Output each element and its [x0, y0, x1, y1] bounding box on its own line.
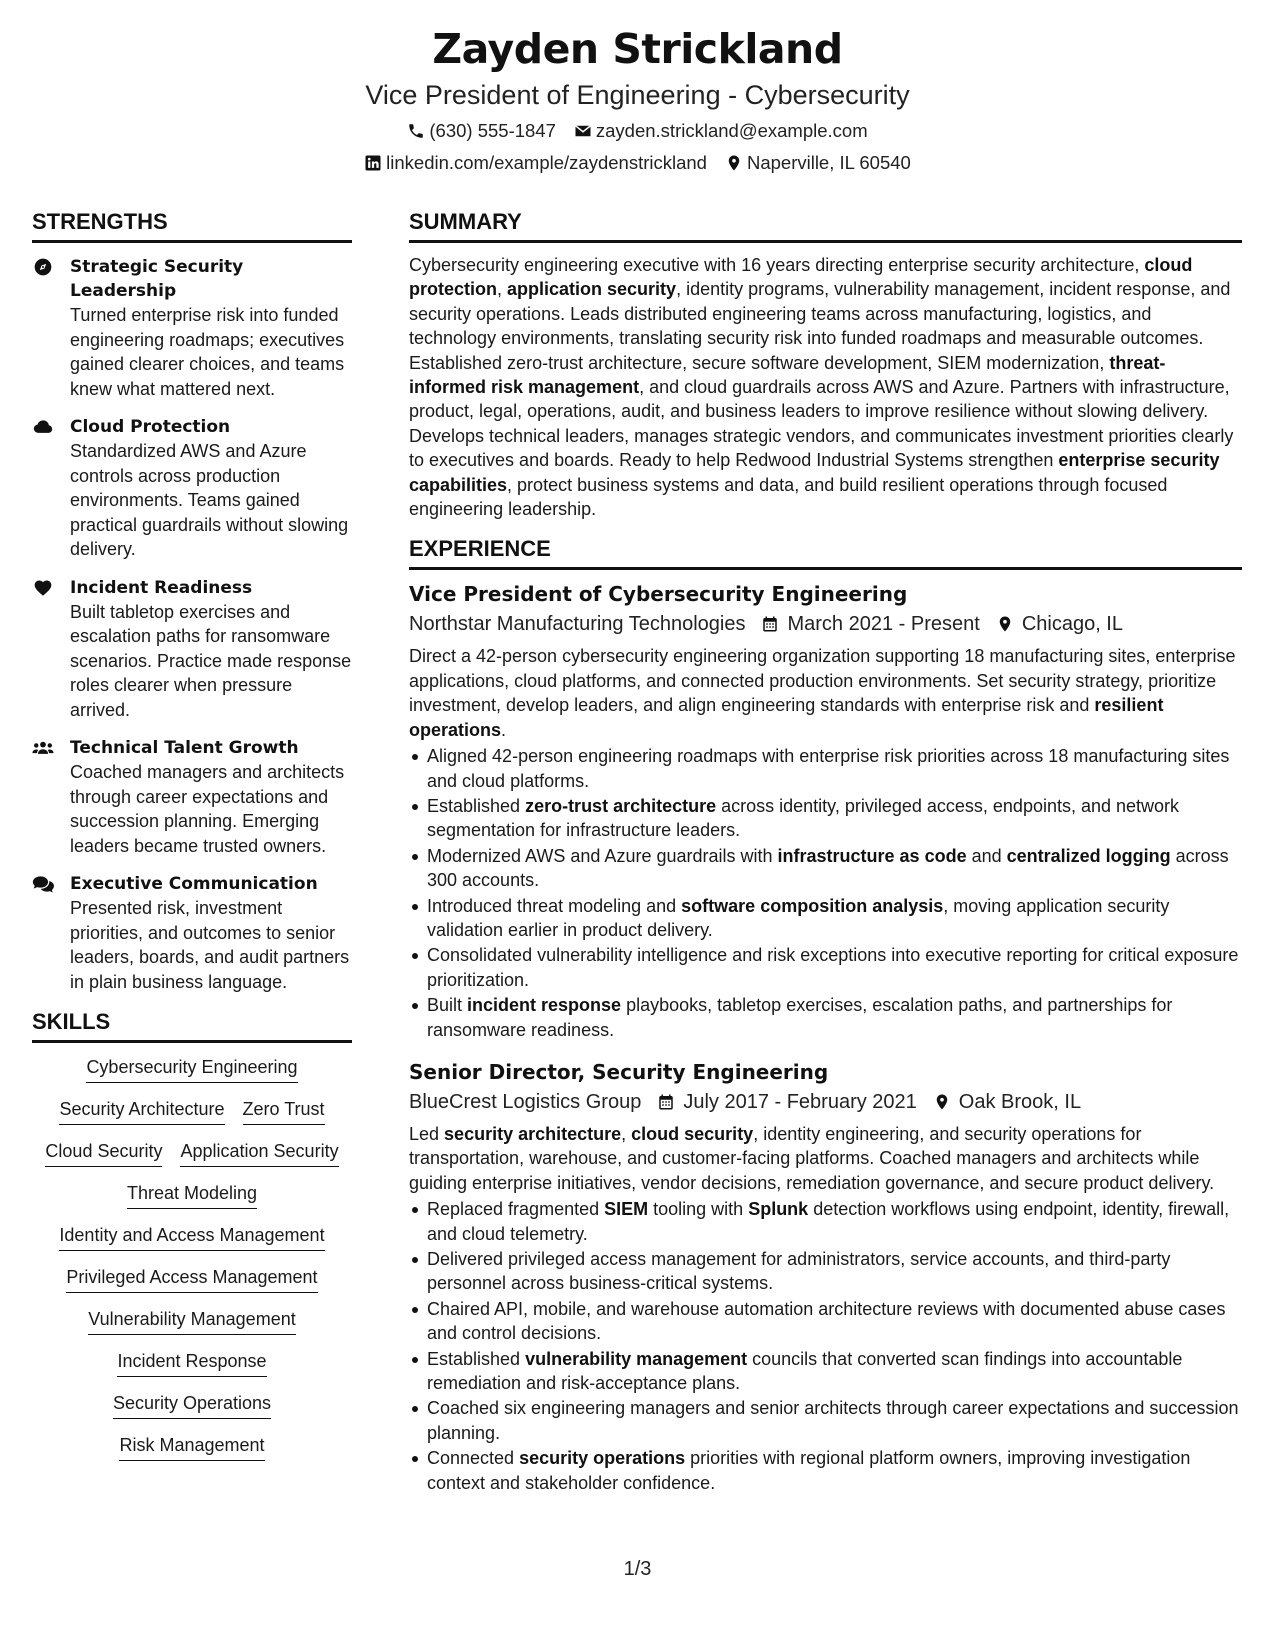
- contact-location: [725, 150, 911, 176]
- skill-tag: Zero Trust: [243, 1097, 325, 1125]
- skill-tag: Security Operations: [113, 1391, 271, 1419]
- text-segment: across identity, privileged access, endpoints, and network segmentation for infrastructure leaders.: [427, 795, 1180, 841]
- text-segment: Replaced fragmented: [427, 1199, 605, 1220]
- summary-section: [409, 208, 1242, 521]
- text-segment: Built: [427, 995, 468, 1016]
- text-segment: Connected: [427, 1448, 520, 1469]
- skill-tag: Cybersecurity Engineering: [86, 1055, 297, 1083]
- skill-tag: Vulnerability Management: [88, 1307, 295, 1335]
- text-segment: playbooks, tabletop exercises, escalation paths, and partnerships for ransomware readiness.: [427, 995, 1173, 1040]
- page-number: 1/3: [623, 1558, 652, 1580]
- text-segment: , identity programs, vulnerability management, incident response, and security operations. Leads distributed engineering teams across manufacturing, logistics, and technology environments, translating security risk into funded roadmaps and measurable outcomes. Established zero-trust architecture, secure software development, SIEM modernization,: [409, 279, 1231, 373]
- location-text: Naperville, IL 60540: [746, 152, 911, 173]
- emphasis-text: infrastructure as code: [777, 845, 967, 866]
- job-location-item: [933, 1088, 1081, 1116]
- emphasis-text: software composition analysis: [681, 895, 944, 916]
- text-segment: and: [966, 845, 1007, 866]
- skill-row: [117, 1349, 266, 1377]
- skills-list: [32, 1055, 352, 1475]
- skill-tag: Risk Management: [119, 1433, 264, 1461]
- phone-icon: [407, 122, 425, 140]
- text-segment: , identity engineering, and security operations for transportation, warehouse, and customer-facing platforms. Coached managers and architects while guiding enterprise initiatives, vendor decisions, remediation governance, and secure product delivery.: [409, 1123, 1215, 1193]
- job-description: [409, 644, 1242, 742]
- text-segment: Coached six engineering managers and senior architects through career expectations and succession planning.: [427, 1398, 1239, 1443]
- skill-row: [119, 1433, 264, 1461]
- bullet-item: [409, 744, 1242, 793]
- skill-tag: Privileged Access Management: [66, 1265, 317, 1293]
- heart-icon: [32, 578, 54, 598]
- job-location: Oak Brook, IL: [958, 1090, 1082, 1113]
- text-segment: Led: [409, 1123, 445, 1144]
- text-segment: councils that converted scan findings into accountable remediation and risk-acceptance plans.: [427, 1348, 1183, 1394]
- text-segment: across 300 accounts.: [427, 845, 1229, 891]
- left-column: [32, 208, 352, 1475]
- text-segment: Cybersecurity engineering executive with 16 years directing enterprise security architecture,: [409, 255, 1145, 275]
- comments-icon: [32, 874, 54, 894]
- bullet-item: [409, 993, 1242, 1042]
- job-title: Senior Director, Security Engineering: [409, 1059, 829, 1084]
- text-segment: Delivered privileged access management for administrators, service accounts, and third-party personnel across business-critical systems.: [427, 1249, 1171, 1294]
- bullet-item: [409, 1446, 1242, 1495]
- calendar-icon: [761, 615, 779, 633]
- emphasis-text: security architecture: [444, 1123, 622, 1144]
- text-segment: Chaired API, mobile, and warehouse automation architecture reviews with documented abuse cases and control decisions.: [427, 1298, 1226, 1344]
- email-link[interactable]: zayden.strickland@example.com: [595, 120, 868, 141]
- text-segment: Direct a 42-person cybersecurity engineering organization supporting 18 manufacturing sites, enterprise applications, cloud platforms, and connected production environments. Set security strategy, prioritize investment, develop leaders, and align engineering standards with enterprise risk and: [409, 646, 1236, 716]
- strength-description: Presented risk, investment priorities, and outcomes to senior leaders, boards, and audit partners in plain business language.: [70, 898, 350, 992]
- strengths-section: [32, 208, 352, 994]
- text-segment: .: [501, 719, 507, 740]
- job-company: Northstar Manufacturing Technologies: [409, 613, 746, 636]
- skill-row: [66, 1265, 317, 1293]
- map-pin-icon: [996, 615, 1014, 633]
- strength-item: [32, 255, 352, 401]
- skill-tag: Threat Modeling: [127, 1181, 257, 1209]
- skill-tag: Security Architecture: [59, 1097, 224, 1125]
- job-bullets: [409, 744, 1242, 1042]
- skill-row: [45, 1139, 338, 1167]
- strengths-heading: STRENGTHS: [32, 208, 352, 243]
- envelope-icon: [574, 122, 592, 140]
- emphasis-text: cloud protection: [409, 255, 1193, 300]
- skill-row: [88, 1307, 295, 1335]
- strength-description: Coached managers and architects through career expectations and succession planning. Emerging leaders became trusted owners.: [70, 762, 345, 856]
- candidate-headline: Vice President of Engineering - Cybersecurity: [365, 80, 910, 110]
- skill-row: [59, 1097, 324, 1125]
- bullet-item: [409, 1297, 1242, 1346]
- resume-header: [0, 22, 1275, 176]
- emphasis-text: enterprise security capabilities: [409, 450, 1220, 495]
- emphasis-text: cloud security: [631, 1123, 754, 1144]
- map-pin-icon: [933, 1093, 951, 1111]
- emphasis-text: application security: [507, 279, 677, 300]
- text-segment: Aligned 42-person engineering roadmaps with enterprise risk priorities across 18 manufacturing sites and cloud platforms.: [427, 746, 1230, 791]
- job-location-item: [996, 610, 1123, 638]
- bullet-item: [409, 1347, 1242, 1396]
- map-pin-icon: [725, 154, 743, 172]
- linkedin-icon: [364, 154, 382, 172]
- job-meta: [409, 610, 1242, 638]
- text-segment: Introduced threat modeling and: [427, 895, 682, 916]
- job-entry: [409, 580, 1242, 1042]
- text-segment: Established: [427, 795, 526, 816]
- strengths-list: [32, 255, 352, 994]
- linkedin-link[interactable]: linkedin.com/example/zaydenstrickland: [386, 152, 707, 173]
- text-segment: Modernized AWS and Azure guardrails with: [427, 845, 778, 866]
- job-dates-item: [761, 610, 979, 638]
- job-company: BlueCrest Logistics Group: [409, 1090, 642, 1113]
- strength-description: Built tabletop exercises and escalation paths for ransomware scenarios. Practice made response roles clearer when pressure arrived.: [70, 601, 352, 720]
- summary-text: [409, 253, 1242, 521]
- bullet-item: [409, 844, 1242, 893]
- skill-tag: Application Security: [180, 1139, 338, 1167]
- bullet-item: [409, 943, 1242, 992]
- emphasis-text: Splunk: [748, 1199, 809, 1220]
- text-segment: ,: [621, 1123, 632, 1144]
- text-segment: Established: [427, 1348, 526, 1369]
- bullet-item: [409, 1396, 1242, 1445]
- experience-heading: EXPERIENCE: [409, 535, 1242, 570]
- skill-row: [86, 1055, 297, 1083]
- strength-item: [32, 872, 352, 994]
- text-segment: ,: [497, 279, 508, 300]
- skill-tag: Cloud Security: [45, 1139, 162, 1167]
- job-bullets: [409, 1197, 1242, 1495]
- job-dates: July 2017 - February 2021: [683, 1090, 917, 1113]
- skills-heading: SKILLS: [32, 1008, 352, 1043]
- contact-email[interactable]: [574, 118, 868, 144]
- strength-title: Cloud Protection: [70, 417, 231, 437]
- strength-item: [32, 415, 352, 562]
- contact-row-1: [0, 118, 1275, 144]
- skill-row: [59, 1223, 324, 1251]
- emphasis-text: SIEM: [604, 1199, 649, 1220]
- strength-title: Incident Readiness: [70, 577, 253, 598]
- contact-row-2: [0, 150, 1275, 176]
- job-location: Chicago, IL: [1021, 613, 1123, 636]
- text-segment: detection workflows using endpoint, identity, firewall, and cloud telemetry.: [427, 1199, 1230, 1244]
- strength-title: Technical Talent Growth: [70, 738, 299, 758]
- experience-section: [409, 535, 1242, 1495]
- job-entry: [409, 1058, 1242, 1495]
- job-description: [409, 1122, 1242, 1195]
- job-title: Vice President of Cybersecurity Engineering: [409, 582, 908, 607]
- text-segment: priorities with regional platform owners, improving investigation context and stakeholder confidence.: [427, 1448, 1191, 1493]
- skill-row: [113, 1391, 271, 1419]
- skill-tag: Identity and Access Management: [59, 1223, 324, 1251]
- bullet-item: [409, 1197, 1242, 1246]
- text-segment: tooling with: [648, 1199, 749, 1220]
- strength-description: Turned enterprise risk into funded engineering roadmaps; executives gained clearer choices, and teams knew what mattered next.: [70, 305, 345, 399]
- job-dates-item: [657, 1088, 916, 1116]
- strength-title: Executive Communication: [70, 874, 318, 894]
- text-segment: , moving application security validation earlier in product delivery.: [427, 895, 1170, 940]
- emphasis-text: vulnerability management: [525, 1348, 748, 1369]
- strength-title: Strategic Security Leadership: [70, 257, 244, 301]
- contact-linkedin[interactable]: [364, 150, 707, 176]
- cloud-icon: [32, 417, 54, 437]
- bullet-item: [409, 894, 1242, 943]
- bullet-item: [409, 1247, 1242, 1296]
- text-segment: , protect business systems and data, and build resilient operations through focused engineering leadership.: [409, 474, 1168, 520]
- emphasis-text: centralized logging: [1006, 845, 1171, 866]
- skills-section: [32, 1008, 352, 1475]
- emphasis-text: threat-informed risk management: [409, 352, 1166, 398]
- skill-row: [127, 1181, 257, 1209]
- emphasis-text: incident response: [467, 995, 622, 1016]
- summary-heading: SUMMARY: [409, 208, 1242, 243]
- skill-tag: Incident Response: [117, 1349, 266, 1377]
- emphasis-text: resilient operations: [409, 695, 1164, 740]
- text-segment: Consolidated vulnerability intelligence and risk exceptions into executive reporting for critical exposure prioritization.: [427, 945, 1239, 990]
- candidate-name: Zayden Strickland: [432, 25, 843, 73]
- right-column: [409, 208, 1242, 1496]
- users-icon: [32, 738, 54, 758]
- strength-description: Standardized AWS and Azure controls across production environments. Teams gained practical guardrails without slowing delivery.: [70, 441, 349, 559]
- emphasis-text: zero-trust architecture: [525, 795, 717, 816]
- emphasis-text: security operations: [519, 1448, 686, 1469]
- phone-text: (630) 555-1847: [429, 120, 556, 141]
- job-dates: March 2021 - Present: [787, 613, 980, 636]
- job-meta: [409, 1088, 1242, 1116]
- calendar-icon: [657, 1093, 675, 1111]
- strength-item: [32, 736, 352, 858]
- compass-icon: [32, 257, 54, 277]
- bullet-item: [409, 794, 1242, 843]
- contact-phone: [407, 118, 556, 144]
- strength-item: [32, 576, 352, 723]
- text-segment: , and cloud guardrails across AWS and Azure. Partners with infrastructure, product, legal, operations, audit, and business leaders to improve resilience without slowing delivery. Develops technical leaders, manages strategic vendors, and communicates investment priorities clearly to executives and boards. Ready to help Redwood Industrial Systems strengthen: [409, 377, 1234, 471]
